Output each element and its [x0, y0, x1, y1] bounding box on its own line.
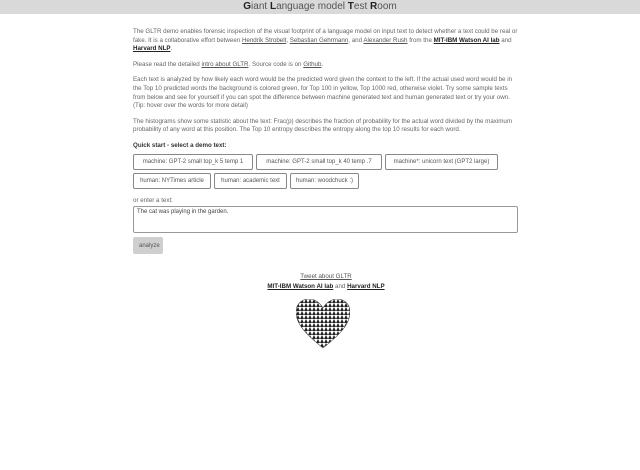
page-title-bar — [0, 0, 640, 14]
page-title: Giant Language model Test Room — [243, 1, 397, 12]
demo-button-row — [133, 173, 519, 189]
demo-button-woodchuck[interactable]: human: woodchuck :) — [290, 173, 359, 189]
mit-ibm-link[interactable]: MIT-IBM Watson AI lab — [433, 36, 500, 44]
author-link-gehrmann[interactable]: Sebastian Gehrmann — [289, 36, 349, 44]
demo-button-unicorn[interactable]: machine*: unicorn text (GPT2 large) — [385, 154, 498, 170]
footer-harvard-nlp-link[interactable]: Harvard NLP — [347, 283, 385, 290]
author-link-strobelt[interactable]: Hendrik Strobelt — [241, 36, 287, 44]
demo-button-gpt2-topk5[interactable]: machine: GPT-2 small top_k 5 temp 1 — [133, 154, 253, 170]
quick-start-title: Quick start - select a demo text: — [133, 141, 227, 149]
analyze-button[interactable]: analyze — [133, 237, 163, 254]
github-link[interactable]: Github — [303, 60, 322, 68]
heart-pattern-icon — [296, 299, 350, 354]
text-input[interactable] — [133, 206, 518, 233]
tweet-link[interactable]: Tweet about GLTR — [300, 273, 352, 280]
footer-mit-ibm-link[interactable]: MIT-IBM Watson AI lab — [267, 283, 334, 290]
text-input-label: or enter a text: — [133, 196, 173, 204]
footer: Tweet about GLTR MIT-IBM Watson AI lab and Harvard NLP — [267, 273, 385, 290]
harvard-nlp-link[interactable]: Harvard NLP — [133, 45, 171, 53]
analysis-description: Each text is analyzed by how likely each word would be the predicted word given the context to the left. If the actual used word would be in the Top 10 predicted words the background is colored green, for Top 100 in yellow, Top 1000 red, otherwise violet. Try some sample texts from below and see for yourself if you can spot the difference between machine generated text and human generated text or try your own. (Tip: hover over the words for more detail) — [133, 76, 513, 110]
demo-button-nytimes[interactable]: human: NYTimes article — [133, 173, 211, 189]
main-content — [133, 28, 519, 254]
author-link-rush[interactable]: Alexander Rush — [363, 36, 408, 44]
intro-about-link[interactable]: intro about GLTR — [201, 60, 249, 68]
demo-button-academic[interactable]: human: academic text — [214, 173, 287, 189]
intro-paragraph: The GLTR demo enables forensic inspection of the visual footprint of a language model on input text to detect whether a text could be real or fake. It is a collaborative effort between Hendrik Strobelt, Sebastian Gehrmann, and Alexander Rush from the MIT-IBM Watson AI lab and Harvard NLP. — [133, 28, 518, 53]
read-more-paragraph: Please read the detailed intro about GLTR. Source code is on Github. — [133, 60, 324, 68]
histogram-description: The histograms show some statistic about the text: Frac(p) describes the fraction of probability for the actual word divided by the maximum probability of any word at this position. The Top 10 entropy describes the entropy along the top 10 results for each word. — [133, 117, 512, 134]
demo-button-row — [133, 154, 519, 170]
demo-button-gpt2-topk40[interactable]: machine: GPT-2 small top_k 40 temp .7 — [256, 154, 382, 170]
